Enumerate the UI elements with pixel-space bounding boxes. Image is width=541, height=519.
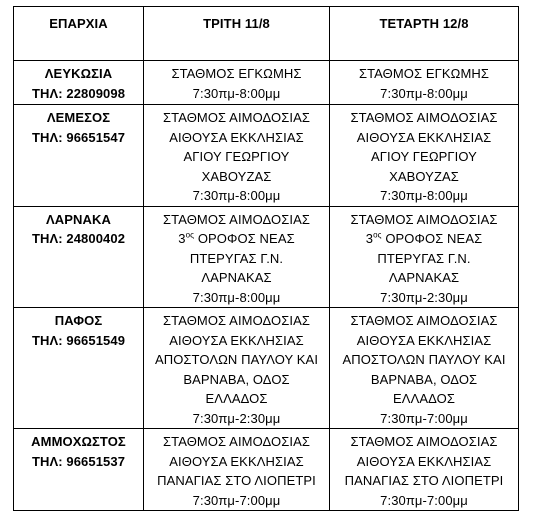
province-name: ΠΑΦΟΣ — [54, 313, 103, 328]
location-line: ΠΤΕΡΥΓΑΣ Γ.Ν. — [377, 250, 471, 266]
province-name: ΛΕΜΕΣΟΣ — [46, 110, 111, 125]
table-row — [14, 206, 519, 308]
floor-ordinal: ος — [373, 230, 382, 240]
location-line: ΣΤΑΘΜΟΣ ΑΙΜΟΔΟΣΙΑΣ — [350, 434, 498, 449]
location-line: ΑΙΘΟΥΣΑ ΕΚΚΛΗΣΙΑΣ — [169, 129, 304, 145]
table-header-row — [14, 7, 519, 61]
location-line: ΛΑΡΝΑΚΑΣ — [388, 270, 460, 285]
province-cell — [14, 429, 144, 511]
location-line: ΑΙΘΟΥΣΑ ΕΚΚΛΗΣΙΑΣ — [356, 332, 492, 348]
location-line: ΧΑΒΟΥΖΑΣ — [389, 168, 459, 184]
location-line — [144, 229, 329, 249]
location-line: ΒΑΡΝΑΒΑ, ΟΔΟΣ — [183, 371, 290, 387]
location-line: ΣΤΑΘΜΟΣ ΑΙΜΟΔΟΣΙΑΣ — [350, 211, 498, 227]
hours-line: 7:30πμ-7:00μμ — [192, 492, 281, 508]
province-cell — [14, 308, 144, 429]
location-line: ΑΙΘΟΥΣΑ ΕΚΚΛΗΣΙΑΣ — [356, 453, 492, 469]
table-row — [14, 61, 519, 105]
tuesday-cell — [144, 61, 330, 105]
province-phone: ΤΗΛ: 96651549 — [31, 332, 126, 348]
floor-number: 3 — [178, 231, 186, 246]
blood-donation-schedule-table — [13, 6, 519, 511]
tuesday-cell — [144, 206, 330, 308]
table-row — [14, 105, 519, 207]
location-line: ΣΤΑΘΜΟΣ ΑΙΜΟΔΟΣΙΑΣ — [162, 434, 311, 449]
header-tuesday: ΤΡΙΤΗ 11/8 — [144, 7, 330, 61]
province-cell — [14, 206, 144, 308]
location-line: ΒΑΡΝΑΒΑ, ΟΔΟΣ — [370, 371, 478, 387]
location-line: ΑΙΘΟΥΣΑ ΕΚΚΛΗΣΙΑΣ — [356, 129, 492, 145]
location-line: ΣΤΑΘΜΟΣ ΕΓΚΩΜΗΣ — [171, 66, 302, 81]
location-line: ΠΤΕΡΥΓΑΣ Γ.Ν. — [189, 250, 284, 266]
province-name: ΛΕΥΚΩΣΙΑ — [44, 66, 113, 81]
wednesday-cell — [330, 308, 519, 429]
header-wednesday: ΤΕΤΑΡΤΗ 12/8 — [330, 7, 519, 61]
location-line: ΣΤΑΘΜΟΣ ΑΙΜΟΔΟΣΙΑΣ — [162, 313, 311, 328]
province-phone: ΤΗΛ: 96651547 — [31, 129, 126, 145]
hours-line: 7:30πμ-8:00μμ — [192, 188, 281, 203]
province-cell — [14, 61, 144, 105]
location-line: ΠΑΝΑΓΙΑΣ ΣΤΟ ΛΙΟΠΕΤΡΙ — [157, 473, 316, 488]
hours-line: 7:30πμ-2:30μμ — [192, 410, 281, 426]
location-line: ΣΤΑΘΜΟΣ ΑΙΜΟΔΟΣΙΑΣ — [162, 211, 311, 227]
province-name: ΛΑΡΝΑΚΑ — [46, 211, 111, 227]
province-cell — [14, 105, 144, 207]
location-line: ΕΛΛΑΔΟΣ — [205, 391, 268, 406]
table-row — [14, 308, 519, 429]
location-line: ΑΓΙΟΥ ΓΕΩΡΓΙΟΥ — [371, 149, 477, 164]
table-row — [14, 429, 519, 511]
hours-line: 7:30πμ-7:00μμ — [380, 492, 468, 508]
province-phone: ΤΗΛ: 96651537 — [31, 453, 126, 469]
hours-line: 7:30πμ-8:00μμ — [380, 85, 468, 101]
location-line: ΣΤΑΘΜΟΣ ΑΙΜΟΔΟΣΙΑΣ — [350, 313, 498, 328]
wednesday-cell — [330, 61, 519, 105]
location-line — [330, 229, 518, 249]
location-line: ΣΤΑΘΜΟΣ ΑΙΜΟΔΟΣΙΑΣ — [350, 110, 498, 125]
header-province: ΕΠΑΡΧΙΑ — [14, 7, 144, 61]
location-line: ΣΤΑΘΜΟΣ ΑΙΜΟΔΟΣΙΑΣ — [162, 110, 311, 125]
tuesday-cell — [144, 429, 330, 511]
location-line: ΠΑΝΑΓΙΑΣ ΣΤΟ ΛΙΟΠΕΤΡΙ — [344, 473, 504, 488]
floor-ordinal: ος — [185, 230, 195, 240]
tuesday-cell — [144, 308, 330, 429]
province-name: ΑΜΜΟΧΩΣΤΟΣ — [31, 434, 126, 449]
floor-text: ΟΡΟΦΟΣ ΝΕΑΣ — [385, 231, 483, 246]
location-line: ΑΠΟΣΤΟΛΩΝ ΠΑΥΛΟΥ ΚΑΙ — [342, 352, 506, 367]
wednesday-cell — [330, 105, 519, 207]
location-line: ΑΙΘΟΥΣΑ ΕΚΚΛΗΣΙΑΣ — [169, 332, 304, 348]
location-line: ΣΤΑΘΜΟΣ ΕΓΚΩΜΗΣ — [358, 66, 490, 81]
location-line: ΑΓΙΟΥ ΓΕΩΡΓΙΟΥ — [183, 149, 290, 164]
hours-line: 7:30πμ-2:30μμ — [380, 289, 468, 305]
hours-line: 7:30πμ-8:00μμ — [192, 85, 281, 101]
province-phone: ΤΗΛ: 22809098 — [31, 85, 126, 101]
hours-line: 7:30πμ-8:00μμ — [380, 188, 468, 203]
wednesday-cell — [330, 429, 519, 511]
floor-number: 3 — [365, 231, 374, 246]
floor-text: ΟΡΟΦΟΣ ΝΕΑΣ — [197, 231, 295, 246]
tuesday-cell — [144, 105, 330, 207]
wednesday-cell — [330, 206, 519, 308]
location-line: ΧΑΒΟΥΖΑΣ — [201, 168, 272, 184]
location-line: ΕΛΛΑΔΟΣ — [393, 391, 455, 406]
location-line: ΑΠΟΣΤΟΛΩΝ ΠΑΥΛΟΥ ΚΑΙ — [154, 352, 319, 367]
hours-line: 7:30πμ-7:00μμ — [380, 410, 468, 426]
province-phone: ΤΗΛ: 24800402 — [31, 231, 126, 246]
hours-line: 7:30πμ-8:00μμ — [192, 289, 281, 305]
location-line: ΑΙΘΟΥΣΑ ΕΚΚΛΗΣΙΑΣ — [169, 453, 304, 469]
location-line: ΛΑΡΝΑΚΑΣ — [201, 270, 272, 285]
